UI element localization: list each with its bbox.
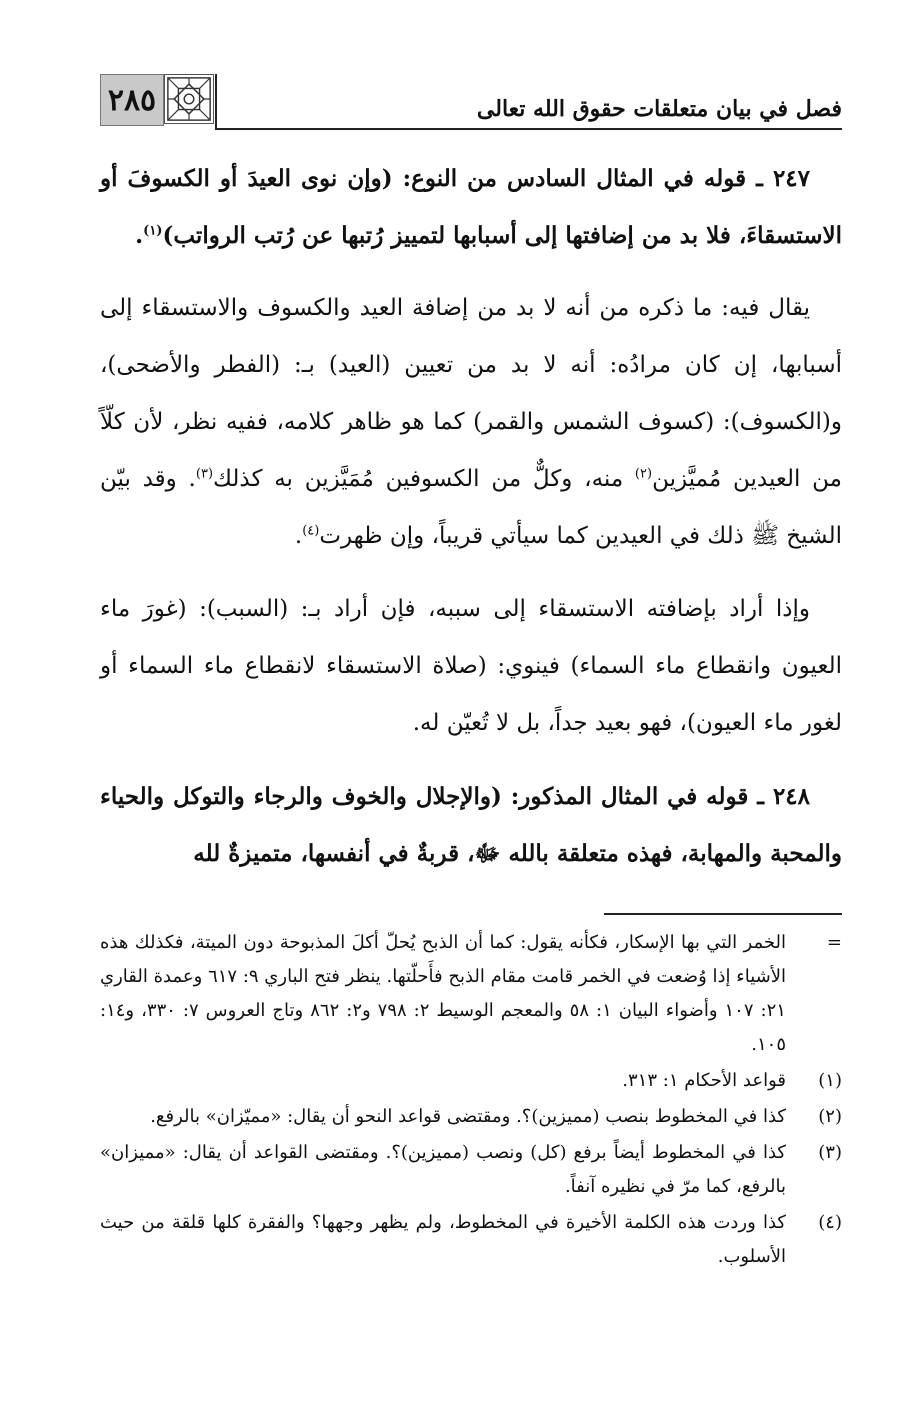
- footnote-number: (٤): [818, 1212, 842, 1233]
- paragraph-istisqa: وإذا أراد بإضافته الاستسقاء إلى سببه، فإن أراد بـ: (السبب): (غورَ ماء العيون وانقطاع ماء السماء) فينوي: (صلاة الاستسقاء لانقطاع ماء السماء أو لغور ماء العيون)، فهو بعيد جداً، بل لا تُعيّن له.: [100, 596, 842, 736]
- footnote-text: الخمر التي بها الإسكار، فكأنه يقول: كما أن الذبح يُحلّ أكلَ المذبوحة دون الميتة، فكذلك هذه الأشياء إذا وُضعت في الخمر قامت مقام الذبح فأَحلّتها. ينظر فتح الباري ٩: ٦١٧ وعمدة القاري ٢١: ١٠٧ وأضواء البيان ١: ٥٨ والمعجم الوسيط ٢: ٧٩٨ و٢: ٨٦٢ وتاج العروس ٧: ٣٣٠، و١٤: ١٠٥.: [100, 932, 786, 1055]
- page-number: ٢٨٥: [100, 74, 164, 126]
- footnote-separator: [604, 913, 842, 915]
- footnote-2: [100, 1100, 842, 1134]
- geometric-ornament-icon: [164, 74, 214, 124]
- chapter-title: فصل في بيان متعلقات حقوق الله تعالى: [476, 96, 842, 122]
- paragraph-commentary: [100, 280, 842, 565]
- footnote-number: (١): [818, 1070, 842, 1091]
- paragraph-text: منه، وكلٌّ من الكسوفين مُمَيَّزين به كذلك: [213, 466, 635, 492]
- footnote-text: قواعد الأحكام ١: ٣١٣.: [622, 1070, 786, 1091]
- paragraph-text: ٢٤٧ ـ قوله في المثال السادس من النوع: (وإن نوى العيدَ أو الكسوفَ أو الاستسقاءَ، فلا بد من إضافتها إلى أسبابها لتمييز رُتبها عن رُتب الرواتب): [100, 165, 842, 249]
- main-text: [100, 150, 842, 898]
- footnote-continuation: [100, 926, 842, 1062]
- page-header: [100, 74, 842, 132]
- footnote-ref: (٤): [302, 523, 320, 539]
- footnote-1: [100, 1064, 842, 1098]
- footnote-ref: (٣): [195, 466, 214, 482]
- paragraph-text: يقال فيه: ما ذكره من أنه لا بد من إضافة العيد والكسوف والاستسقاء إلى أسبابها، إن كان مرادُه: أنه لا بد من تعيين (العيد) بـ: (الفطر والأضحى)، و(الكسوف): (كسوف الشمس والقمر) كما هو ظاهر كلامه، ففيه نظر، لأن كلّاً من العيدين مُميَّزين: [100, 295, 842, 492]
- paragraph-end: .: [294, 523, 303, 549]
- footnote-text: كذا في المخطوط بنصب (مميزين)؟. ومقتضى قواعد النحو أن يقال: «مميّزان» بالرفع.: [150, 1106, 786, 1127]
- footnote-ref: (١): [143, 223, 163, 239]
- footnote-ref: (٢): [634, 466, 653, 482]
- footnotes: [100, 926, 842, 1276]
- footnote-number: (٢): [818, 1106, 842, 1127]
- footnote-text: كذا في المخطوط أيضاً برفع (كل) ونصب (مميزين)؟. ومقتضى القواعد أن يقال: «مميزان» بالرفع، كما مرّ في نظيره آنفاً.: [100, 1142, 786, 1197]
- footnote-number: (٣): [818, 1142, 842, 1163]
- footnote-number: =: [826, 932, 842, 953]
- paragraph-247: [100, 150, 842, 264]
- footnote-text: كذا وردت هذه الكلمة الأخيرة في المخطوط، ولم يظهر وجهها؟ والفقرة كلها قلقة من حيث الأسلوب.: [100, 1212, 786, 1267]
- header-divider: [215, 74, 217, 130]
- footnote-3: [100, 1136, 842, 1204]
- footnote-4: [100, 1206, 842, 1274]
- paragraph-248: ٢٤٨ ـ قوله في المثال المذكور: (والإجلال والخوف والرجاء والتوكل والحياء والمحبة والمهابة، فهذه متعلقة بالله ﷻ، قربةٌ في أنفسها، متميزةٌ لله: [100, 783, 842, 867]
- paragraph-text: . وقد بيّن الشيخ ﷺ ذلك في العيدين كما سيأتي قريباً، وإن ظهرت: [100, 466, 842, 549]
- header-rule: [215, 128, 842, 130]
- paragraph-end: .: [135, 222, 144, 249]
